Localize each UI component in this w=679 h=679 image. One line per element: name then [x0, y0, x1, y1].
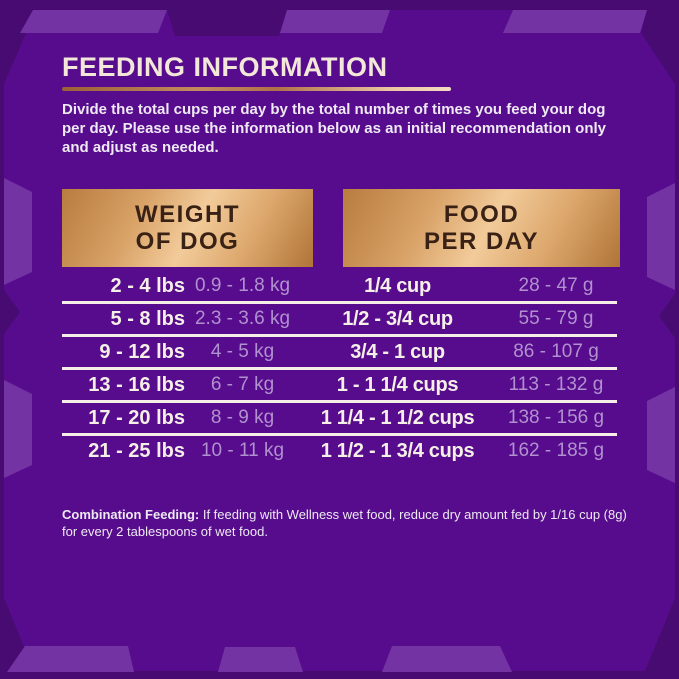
food-grams-cell: 55 - 79 g	[518, 308, 594, 329]
weight-header-line1: WEIGHT	[135, 201, 240, 228]
weight-lbs-cell: 5 - 8 lbs	[110, 307, 185, 330]
food-cups-cell: 1/4 cup	[364, 274, 431, 297]
weight-kg-cell: 8 - 9 kg	[210, 407, 275, 428]
page-title: FEEDING INFORMATION	[62, 52, 388, 82]
weight-kg-cell: 10 - 11 kg	[200, 440, 285, 461]
weight-lbs-cell: 2 - 4 lbs	[110, 274, 185, 297]
food-grams-cell: 162 - 185 g	[507, 440, 605, 461]
food-per-day-header	[343, 189, 620, 267]
weight-lbs-cell: 13 - 16 lbs	[88, 373, 185, 396]
note-label: Combination Feeding:	[62, 507, 200, 522]
feeding-table	[62, 271, 617, 466]
weight-lbs-cell: 9 - 12 lbs	[99, 340, 185, 363]
food-grams-cell: 113 - 132 g	[508, 374, 604, 395]
note-text: If feeding with Wellness wet food, reduce dry amount fed by 1/16 cup (8g) for every 2 tablespoons of wet food.	[62, 507, 627, 539]
food-cups-cell: 1 - 1 1/4 cups	[336, 373, 459, 396]
table-row	[62, 436, 617, 466]
table-column-headers	[62, 189, 620, 267]
food-grams-cell: 28 - 47 g	[518, 275, 594, 296]
weight-lbs-cell: 17 - 20 lbs	[88, 406, 185, 429]
food-cups-cell: 1 1/4 - 1 1/2 cups	[320, 406, 475, 429]
table-row	[62, 403, 617, 436]
food-header-line1: FOOD	[443, 201, 520, 228]
food-cups-cell: 3/4 - 1 cup	[350, 340, 445, 363]
weight-of-dog-header	[62, 189, 313, 267]
combination-feeding-note	[62, 506, 638, 540]
weight-kg-cell: 2.3 - 3.6 kg	[194, 308, 291, 329]
food-cups-cell: 1 1/2 - 1 3/4 cups	[320, 439, 475, 462]
food-grams-cell: 138 - 156 g	[507, 407, 605, 428]
weight-kg-cell: 4 - 5 kg	[210, 341, 275, 362]
table-row	[62, 370, 617, 403]
food-header-line2: PER DAY	[424, 228, 539, 255]
table-row	[62, 271, 617, 304]
weight-lbs-cell: 21 - 25 lbs	[88, 439, 185, 462]
table-row	[62, 304, 617, 337]
weight-header-line2: OF DOG	[135, 228, 240, 255]
table-row	[62, 337, 617, 370]
food-cups-cell: 1/2 - 3/4 cup	[342, 307, 453, 330]
title-underline	[62, 87, 451, 91]
food-grams-cell: 86 - 107 g	[513, 341, 599, 362]
weight-kg-cell: 0.9 - 1.8 kg	[194, 275, 291, 296]
weight-kg-cell: 6 - 7 kg	[210, 374, 275, 395]
intro-text: Divide the total cups per day by the total number of times you feed your dog per day. Please use the information below as an initial recommendation only and adjust as needed.	[62, 101, 607, 156]
